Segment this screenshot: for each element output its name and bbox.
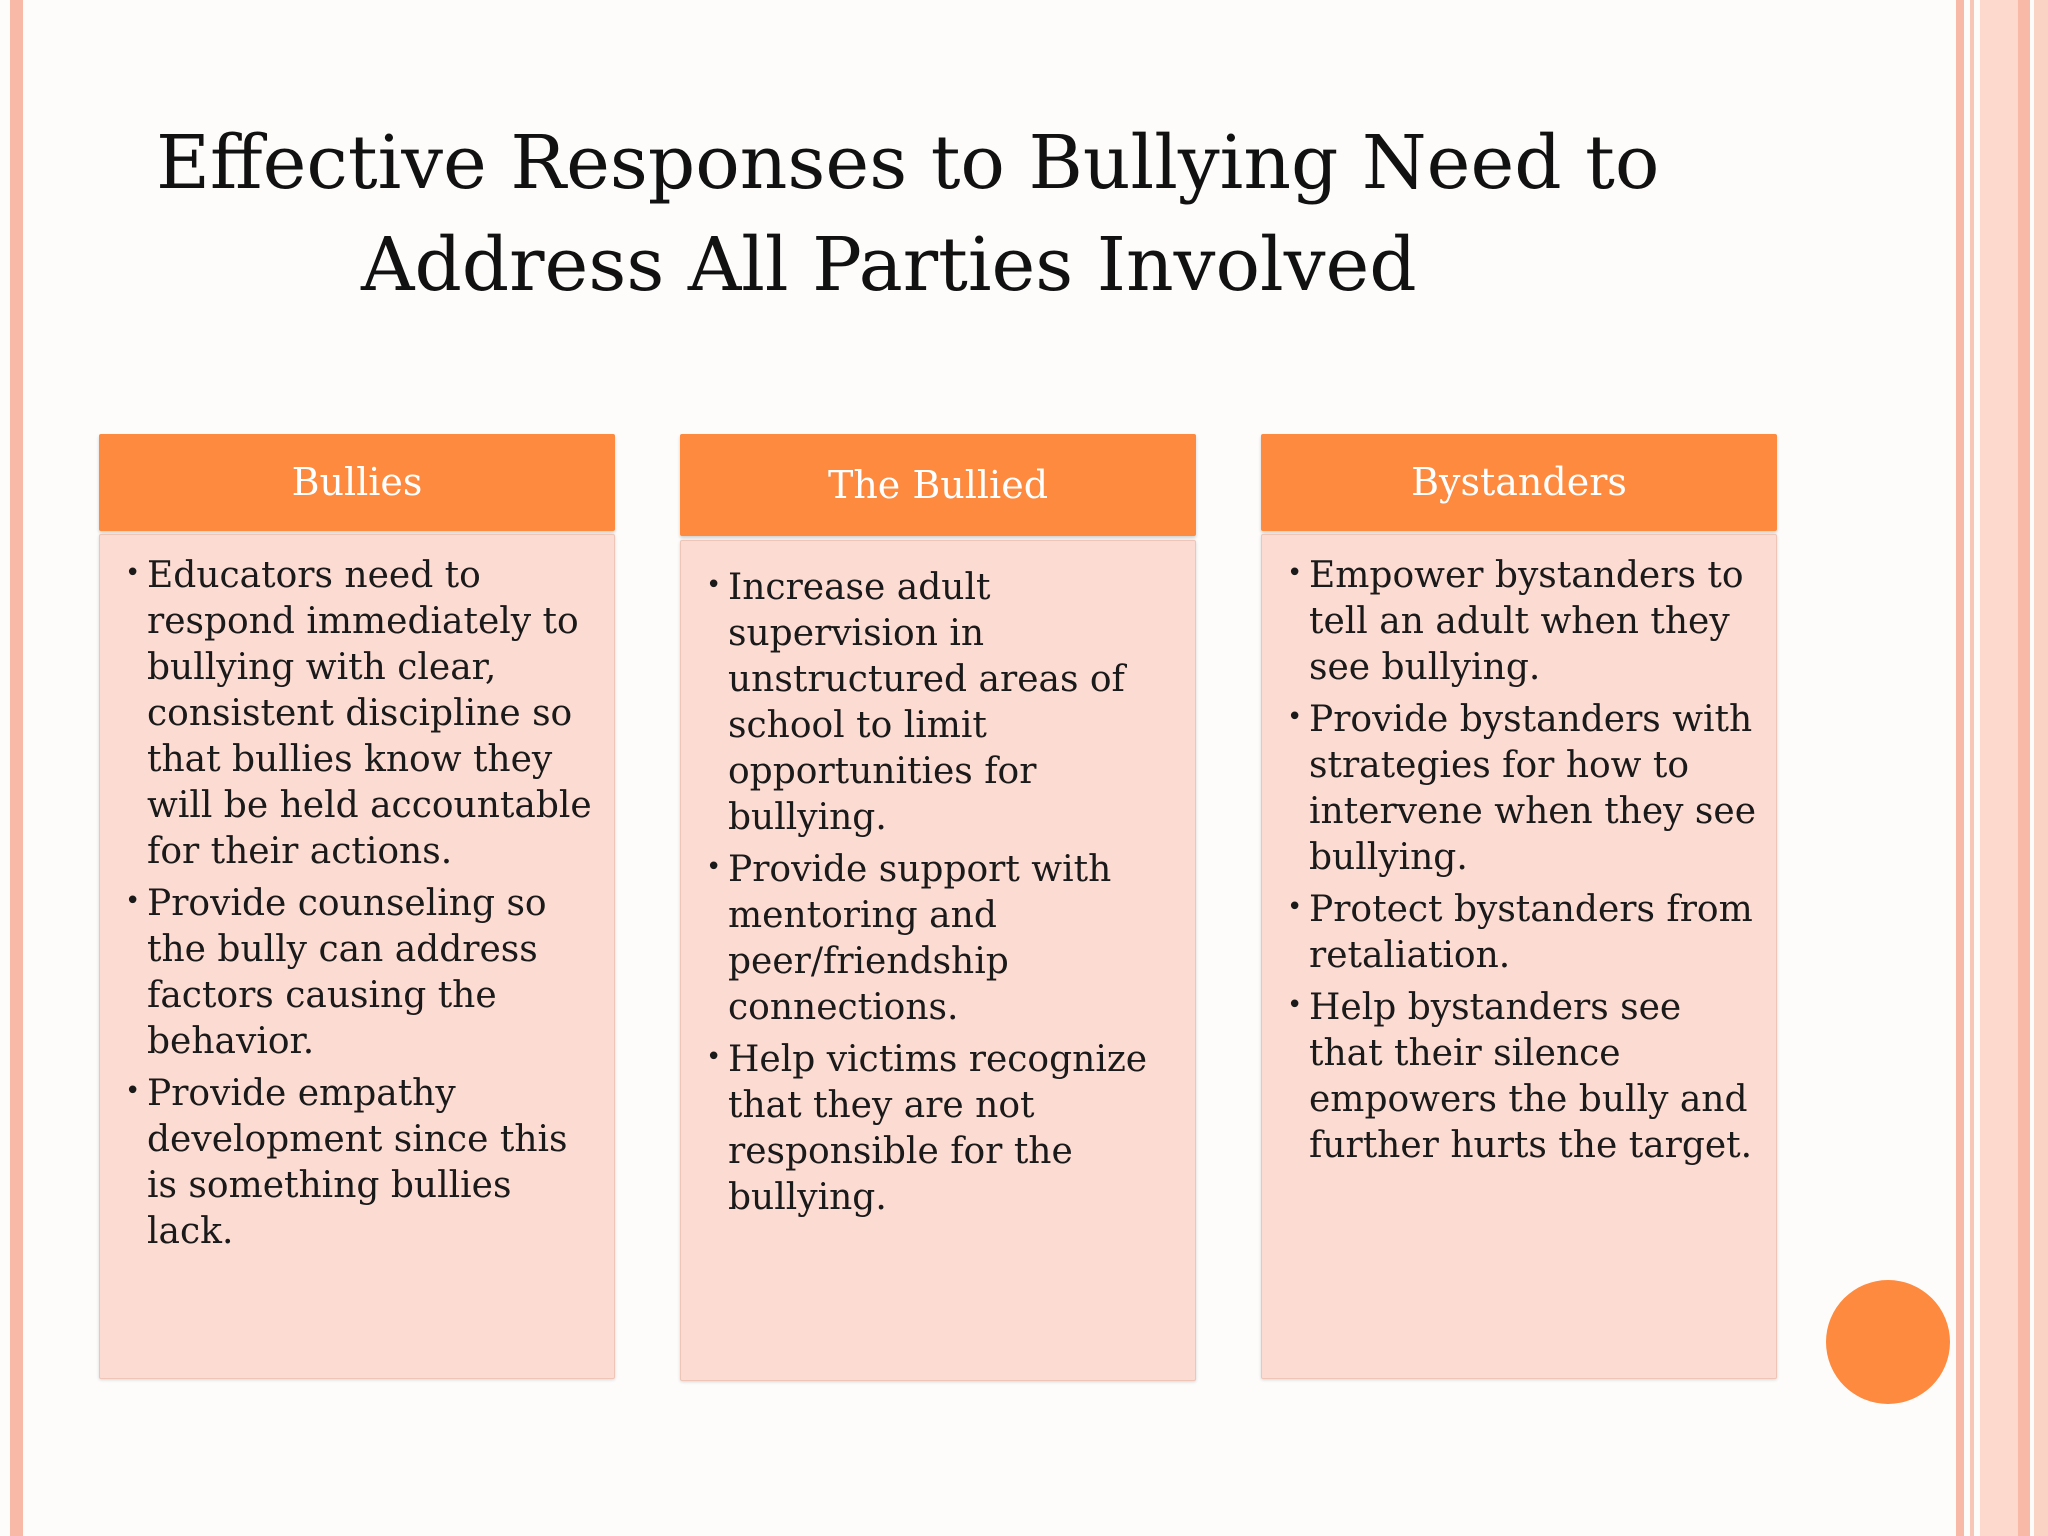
bullet-icon: • <box>706 1042 722 1072</box>
slide-title-line-2: Address All Parties Involved <box>361 222 1417 308</box>
list-item: • Empower bystanders to tell an adult when they see bullying. <box>1287 555 1744 688</box>
bullet-icon: • <box>1287 892 1303 922</box>
bullet-icon: • <box>1287 558 1303 588</box>
bullet-icon: • <box>706 570 722 600</box>
column-body-the-bullied <box>680 540 1196 1381</box>
list-item: • Increase adult supervision in unstructured areas of school to limit opportunities for bullying. <box>706 567 1125 838</box>
list-item: • Provide bystanders with strategies for how to intervene when they see bullying. <box>1287 699 1757 878</box>
right-decorative-stripes <box>1956 0 2048 1536</box>
bullet-icon: • <box>125 886 141 916</box>
list-item: • Provide empathy development since this is something bullies lack. <box>125 1073 568 1252</box>
left-border-stripe <box>10 0 23 1536</box>
bullet-icon: • <box>125 558 141 588</box>
list-item: • Help bystanders see that their silence empowers the bully and further hurts the target. <box>1287 987 1753 1166</box>
bullet-icon: • <box>125 1076 141 1106</box>
column-header-bystanders: Bystanders <box>1261 434 1777 531</box>
column-body-bullies <box>99 534 615 1379</box>
column-bystanders <box>1261 434 1777 1379</box>
list-item: • Educators need to respond immediately to bullying with clear, consistent discipline so that bullies know they will be held accountable for their actions. <box>125 555 592 872</box>
list-item: • Protect bystanders from retaliation. <box>1287 889 1753 976</box>
bullet-list <box>706 565 1177 1221</box>
slide-title <box>130 112 1810 316</box>
column-bullies <box>99 434 615 1379</box>
orange-circle-decoration <box>1826 1280 1950 1404</box>
slide-title-line-1: Effective Responses to Bullying Need to <box>156 120 1660 206</box>
column-header-bullies: Bullies <box>99 434 615 531</box>
list-item: • Help victims recognize that they are not responsible for the bullying. <box>706 1039 1148 1218</box>
list-item: • Provide support with mentoring and peer/friendship connections. <box>706 849 1112 1028</box>
column-header-the-bullied: The Bullied <box>680 434 1196 536</box>
bullet-icon: • <box>1287 702 1303 732</box>
bullet-icon: • <box>1287 990 1303 1020</box>
bullet-list <box>1287 553 1758 1169</box>
column-body-bystanders <box>1261 534 1777 1379</box>
column-the-bullied <box>680 434 1196 1381</box>
bullet-icon: • <box>706 852 722 882</box>
bullet-list <box>125 553 596 1255</box>
list-item: • Provide counseling so the bully can address factors causing the behavior. <box>125 883 547 1062</box>
